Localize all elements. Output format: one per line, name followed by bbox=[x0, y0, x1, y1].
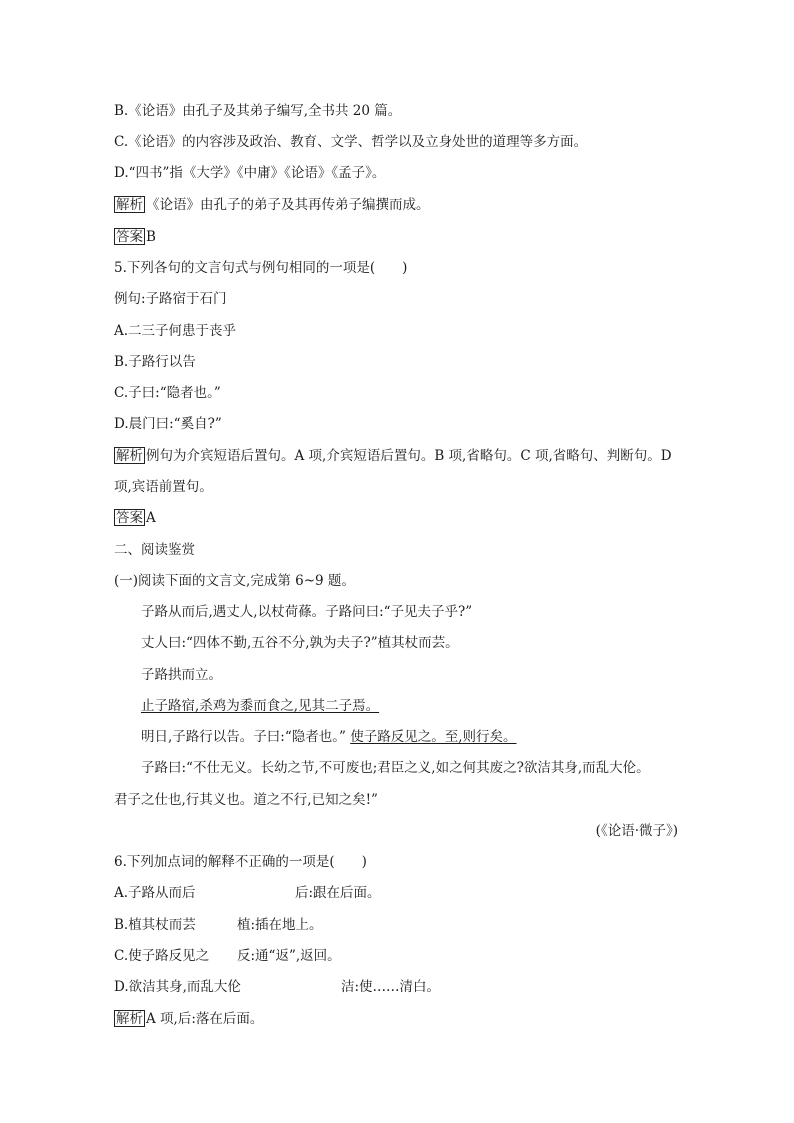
passage-paragraph: 丈人曰:“四体不勤,五谷不分,孰为夫子?”植其杖而芸。 bbox=[141, 635, 459, 651]
passage-paragraph: 子路曰:“不仕无义。长幼之节,不可废也;君臣之义,如之何其废之?欲洁其身,而乱大伦。 bbox=[141, 760, 650, 776]
answer-text: A bbox=[146, 510, 156, 526]
q4-option-d: D.“四书”指《大学》《中庸》《论语》《孟子》。 bbox=[114, 165, 386, 181]
q6-option-c: C.使子路反见之 bbox=[114, 948, 210, 964]
section-instruction: (一)阅读下面的文言文,完成第 6~9 题。 bbox=[114, 573, 355, 589]
q5-example: 例句:子路宿于石门 bbox=[114, 291, 227, 307]
section-title: 二、阅读鉴赏 bbox=[114, 542, 195, 558]
passage-paragraph: 子路从而后,遇丈人,以杖荷蓧。子路问曰:“子见夫子乎?” bbox=[141, 604, 473, 620]
analysis-text: 《论语》由孔子的弟子及其再传弟子编撰而成。 bbox=[146, 197, 430, 213]
q6-option-d: D.欲洁其身,而乱大伦 bbox=[114, 979, 241, 995]
q6-option-b-gloss: 植:插在地上。 bbox=[237, 917, 323, 933]
q5-analysis-cont: 项,宾语前置句。 bbox=[114, 479, 213, 495]
q4-option-c: C.《论语》的内容涉及政治、教育、文学、哲学以及立身处世的道理等多方面。 bbox=[114, 134, 588, 150]
q6-analysis bbox=[114, 1010, 263, 1028]
q6-option-b: B.植其杖而芸 bbox=[114, 917, 196, 933]
q6-option-c-gloss: 反:通“返”,返回。 bbox=[237, 948, 341, 964]
q5-option-d: D.晨门曰:“奚自?” bbox=[114, 416, 222, 432]
analysis-text: 例句为介宾短语后置句。A 项,介宾短语后置句。B 项,省略句。C 项,省略句、判断句。D bbox=[146, 448, 672, 464]
passage-underlined-sentence: 使子路反见之。至,则行矣。 bbox=[350, 729, 517, 745]
option-text: A.子路从而后 bbox=[114, 885, 196, 901]
passage-paragraph: 子路拱而立。 bbox=[141, 667, 222, 683]
analysis-text: A 项,后:落在后面。 bbox=[146, 1011, 264, 1027]
q5-analysis bbox=[114, 447, 672, 465]
q6-option-a bbox=[114, 884, 196, 902]
q5-stem: 5.下列各句的文言句式与例句相同的一项是( ) bbox=[114, 260, 408, 276]
q4-analysis bbox=[114, 196, 430, 214]
q6-option-a-gloss: 后:跟在后面。 bbox=[295, 885, 381, 901]
passage-underlined-sentence: 止子路宿,杀鸡为黍而食之,见其二子焉。 bbox=[141, 698, 380, 714]
q6-stem: 6.下列加点词的解释不正确的一项是( ) bbox=[114, 854, 367, 870]
q5-option-c: C.子曰:“隐者也。” bbox=[114, 385, 221, 401]
analysis-tag: 解析 bbox=[116, 448, 143, 464]
q4-answer bbox=[114, 228, 156, 246]
q5-option-a: A.二三子何患于丧乎 bbox=[114, 323, 237, 339]
analysis-tag: 解析 bbox=[116, 197, 143, 213]
q5-answer bbox=[114, 509, 156, 527]
answer-text: B bbox=[146, 229, 156, 245]
answer-tag: 答案 bbox=[116, 229, 143, 245]
passage-paragraph bbox=[141, 728, 517, 746]
analysis-tag: 解析 bbox=[116, 1011, 143, 1027]
q5-option-b: B.子路行以告 bbox=[114, 354, 196, 370]
passage-source: (《论语·微子》) bbox=[595, 823, 678, 839]
q4-option-b: B.《论语》由孔子及其弟子编写,全书共 20 篇。 bbox=[114, 103, 402, 119]
passage-paragraph-cont: 君子之仕也,行其义也。道之不行,已知之矣!” bbox=[114, 792, 378, 808]
answer-tag: 答案 bbox=[116, 510, 143, 526]
passage-text: 明日,子路行以告。子曰:“隐者也。” bbox=[141, 729, 346, 745]
q6-option-d-gloss: 洁:使……清白。 bbox=[341, 979, 441, 995]
